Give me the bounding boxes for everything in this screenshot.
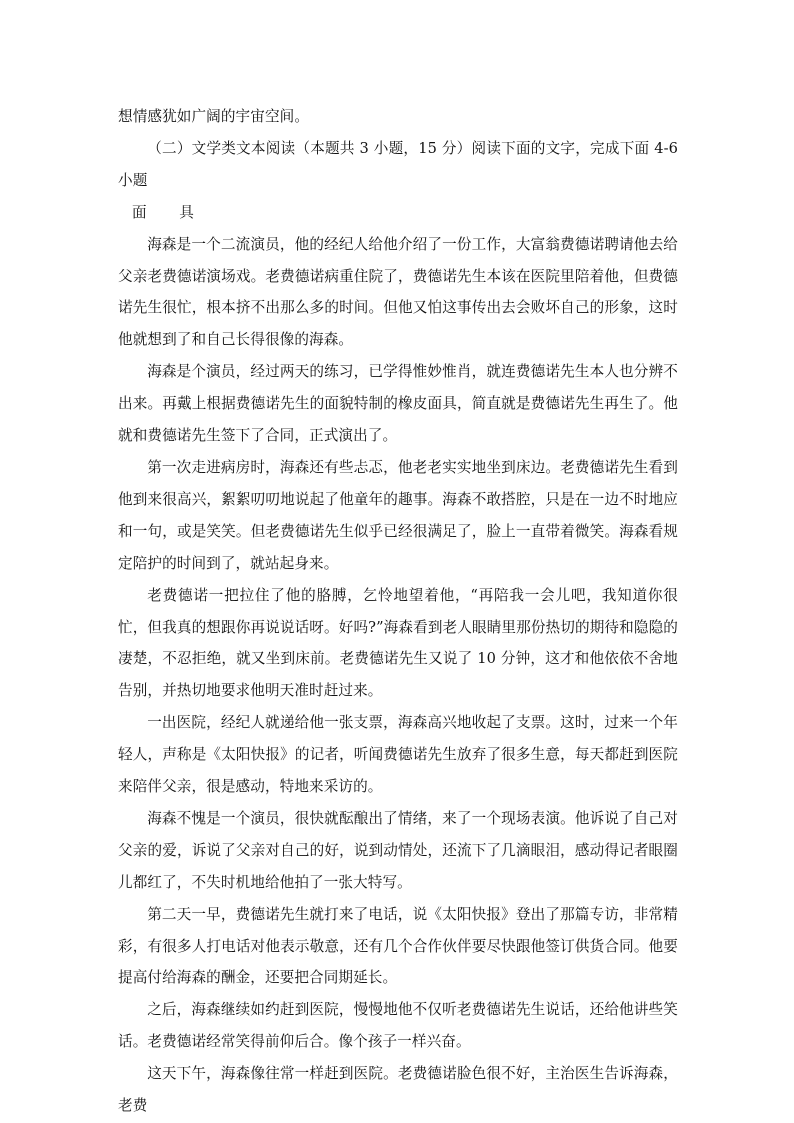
paragraph: 第一次走进病房时，海森还有些忐忑，他老老实实地坐到床边。老费德诺先生看到他到来很高兴，絮絮叨叨地说起了他童年的趣事。海森不敢搭腔，只是在一边不时地应和一句，或是笑笑。但老费德诺先生似乎已经很满足了，脸上一直带着微笑。海森看规定陪护的时间到了，就站起身来。: [118, 458, 678, 572]
document-body: [118, 101, 678, 1122]
paragraph: 一出医院，经纪人就递给他一张支票，海森高兴地收起了支票。这时，过来一个年轻人，声称是《太阳快报》的记者，听闻费德诺先生放弃了很多生意，每天都赶到医院来陪伴父亲，很是感动，特地来采访的。: [118, 714, 678, 796]
paragraph: 海森是个演员，经过两天的练习，已学得惟妙惟肖，就连费德诺先生本人也分辨不出来。再戴上根据费德诺先生的面貌特制的橡皮面具，简直就是费德诺先生再生了。他就和费德诺先生签下了合同，正式演出了。: [118, 363, 678, 445]
paragraph: 之后，海森继续如约赶到医院，慢慢地他不仅听老费德诺先生说话，还给他讲些笑话。老费德诺经常笑得前仰后合。像个孩子一样兴奋。: [118, 1001, 678, 1051]
paragraph: 海森不愧是一个演员，很快就酝酿出了情绪，来了一个现场表演。他诉说了自己对父亲的爱，诉说了父亲对自己的好，说到动情处，还流下了几滴眼泪，感动得记者眼圈儿都红了，不失时机地给他拍了一张大特写。: [118, 809, 678, 891]
paragraph: 这天下午，海森像往常一样赶到医院。老费德诺脸色很不好，主治医生告诉海森，老费: [118, 1065, 678, 1115]
lead-line: 想情感犹如广阔的宇宙空间。: [118, 108, 310, 125]
paragraph: 第二天一早，费德诺先生就打来了电话，说《太阳快报》登出了那篇专访，非常精彩，有很多人打电话对他表示敬意，还有几个合作伙伴要尽快跟他签订供货合同。他要提高付给海森的酬金，还要把合同期延长。: [118, 905, 678, 987]
story-title: 面 具: [132, 203, 208, 221]
paragraph: 海森是一个二流演员，他的经纪人给他介绍了一份工作，大富翁费德诺聘请他去给父亲老费德诺演场戏。老费德诺病重住院了，费德诺先生本该在医院里陪着他，但费德诺先生很忙，根本挤不出那么多的时间。但他又怕这事传出去会败坏自己的形象，这时他就想到了和自己长得很像的海森。: [118, 235, 678, 349]
paragraph: 老费德诺一把拉住了他的胳膊，乞怜地望着他，“再陪我一会儿吧，我知道你很忙，但我真的想跟你再说说话呀。好吗?”海森看到老人眼睛里那份热切的期待和隐隐的凄楚，不忍拒绝，就又坐到床前。老费德诺先生又说了 10 分钟，这才和他依依不舍地告别，并热切地要求他明天准时赶过来。: [118, 586, 678, 700]
section-heading: （二）文学类文本阅读（本题共 3 小题，15 分）阅读下面的文字，完成下面 4-6 小题: [118, 139, 678, 189]
